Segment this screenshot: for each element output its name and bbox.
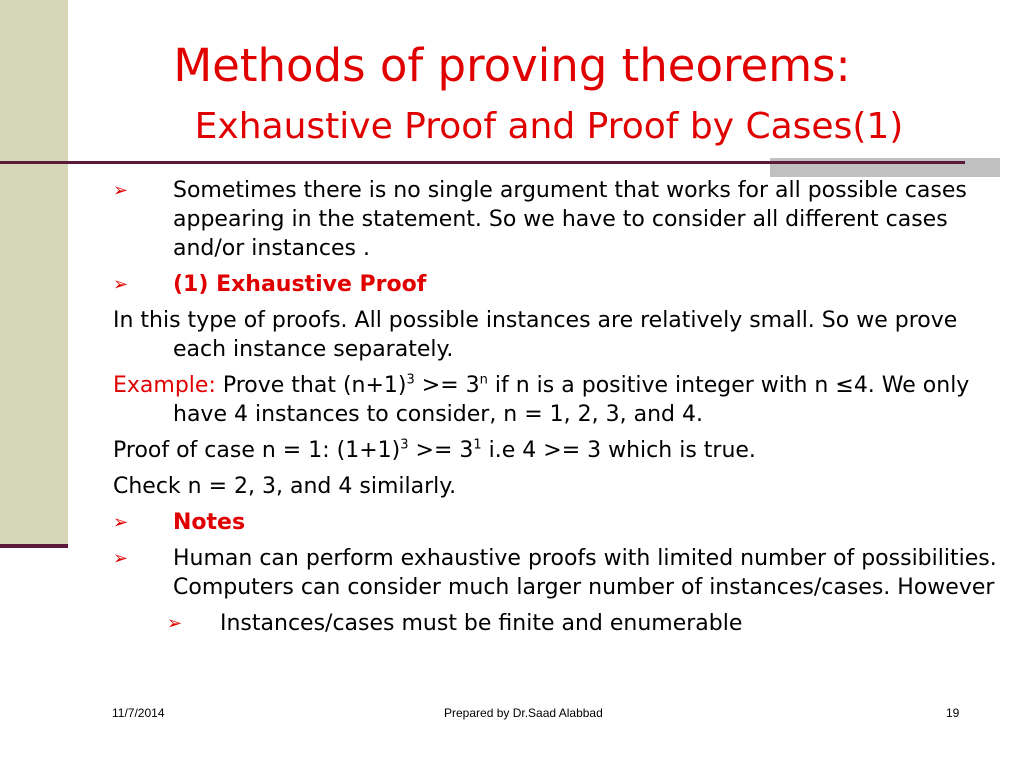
proof-text: >= 3 (408, 438, 474, 463)
bullet-intro (113, 176, 1003, 263)
slide-content (113, 176, 1003, 638)
slide-subtitle: Exhaustive Proof and Proof by Cases(1) (194, 106, 904, 147)
superscript: 3 (400, 437, 409, 453)
example-label: Example: (113, 373, 216, 398)
bullet-notes-heading (113, 508, 1003, 537)
arrow-bullet-icon: ➢ (113, 512, 129, 533)
notes-text: Human can perform exhaustive proofs with limited number of possibilities. Computers can consider much larger number of instances/cases. However (173, 546, 997, 600)
footer-author: Prepared by Dr.Saad Alabbad (444, 706, 603, 720)
example-text: Prove that (n+1) (215, 373, 407, 398)
sub-bullet-finite (113, 609, 1003, 638)
superscript: n (479, 372, 488, 388)
footer-date: 11/7/2014 (112, 706, 165, 720)
example-text: 4. We only have 4 instances to consider, n = 1, 2, 3, and 4. (173, 373, 970, 427)
paragraph-proof-case (113, 436, 1003, 465)
proof-text: Proof of case n = 1: (1+1) (113, 438, 401, 463)
example-text: >= 3 (414, 373, 480, 398)
paragraph-proof-type: In this type of proofs. All possible instances are relatively small. So we prove each instance separately. (113, 308, 958, 362)
arrow-bullet-icon: ➢ (113, 274, 129, 295)
arrow-bullet-icon: ➢ (113, 548, 129, 569)
bullet-notes-text (113, 544, 1003, 602)
left-panel-divider (0, 544, 68, 548)
paragraph-example (113, 371, 1003, 429)
less-equal-symbol: ≤ (835, 373, 854, 398)
notes-heading: Notes (173, 510, 246, 535)
paragraph-check: Check n = 2, 3, and 4 similarly. (113, 474, 457, 499)
proof-text: i.e 4 >= 3 which is true. (481, 438, 756, 463)
arrow-bullet-icon: ➢ (167, 613, 183, 634)
superscript: 3 (406, 372, 415, 388)
sub-bullet-text: Instances/cases must be finite and enumerable (220, 611, 743, 636)
example-text: if n is a positive integer with n (487, 373, 836, 398)
bullet-exhaustive-heading (113, 270, 1003, 299)
footer-page-number: 19 (946, 706, 960, 720)
section-heading: (1) Exhaustive Proof (173, 272, 427, 297)
slide-title: Methods of proving theorems: (173, 39, 851, 92)
title-divider (0, 161, 965, 164)
superscript: 1 (473, 437, 482, 453)
intro-text: Sometimes there is no single argument that works for all possible cases appearing in the statement. So we have to consider all different cases and/or instances . (173, 178, 967, 261)
arrow-bullet-icon: ➢ (113, 180, 129, 201)
